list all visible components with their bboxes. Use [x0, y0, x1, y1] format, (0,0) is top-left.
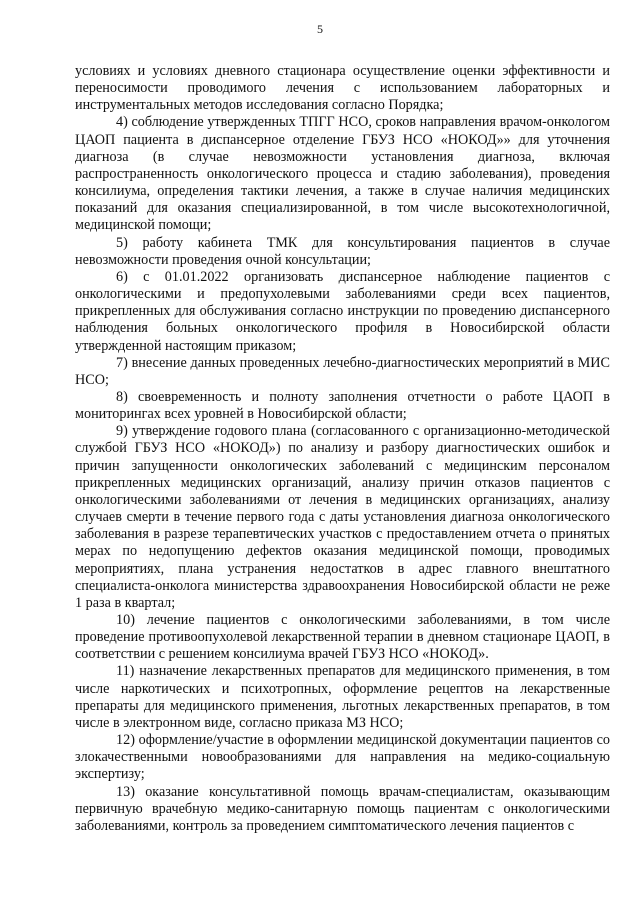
- paragraph-item-7: 7) внесение данных проведенных лечебно-диагностических мероприятий в МИС НСО;: [75, 354, 610, 388]
- paragraph-item-5: 5) работу кабинета ТМК для консультирования пациентов в случае невозможности проведения очной консультации;: [75, 234, 610, 268]
- paragraph-item-9: 9) утверждение годового плана (согласованного с организационно-методической службой ГБУЗ НСО «НОКОД») по анализу и разбору диагностических ошибок и причин запущенности онкологических заболеваний с медицинским персоналом прикрепленных медицинских организаций, анализу причин отказов пациентов с онкологическими заболеваниями от лечения в медицинских организациях, анализу случаев смерти в течение первого года с даты установления диагноза онкологического заболевания в разрезе терапевтических участков с предоставлением отчета о принятых мерах по недопущению дефектов оказания медицинской помощи, проводимых мероприятиях, плана устранения недостатков в адрес главного внештатного специалиста-онколога министерства здравоохранения Новосибирской области не реже 1 раза в квартал;: [75, 423, 610, 611]
- paragraph-continuation: условиях и условиях дневного стационара осуществление оценки эффективности и переносимости проводимого лечения с использованием лабораторных и инструментальных методов исследования согласно Порядка;: [75, 63, 610, 114]
- paragraph-item-12: 12) оформление/участие в оформлении медицинской документации пациентов со злокачественными новообразованиями для направления на медико-социальную экспертизу;: [75, 732, 610, 783]
- document-body: [75, 63, 610, 835]
- paragraph-item-11: 11) назначение лекарственных препаратов для медицинского применения, в том числе наркотических и психотропных, оформление рецептов на лекарственные препараты для медицинского применения, льготных лекарственных препаратов, в том числе в электронном виде, согласно приказа МЗ НСО;: [75, 663, 610, 731]
- paragraph-item-4: 4) соблюдение утвержденных ТПГГ НСО, сроков направления врачом-онкологом ЦАОП пациента в диспансерное отделение ГБУЗ НСО «НОКОД»» для уточнения диагноза (в случае невозможности установления диагноза, включая распространенность онкологического процесса и стадию заболевания), проведения консилиума, определения тактики лечения, а также в случае наличия медицинских показаний для оказания специализированной, в том числе высокотехнологичной, медицинской помощи;: [75, 114, 610, 234]
- paragraph-item-6: 6) с 01.01.2022 организовать диспансерное наблюдение пациентов с онкологическими и предопухолевыми заболеваниями среди всех пациентов, прикрепленных для обслуживания согласно инструкции по проведению диспансерного наблюдения больных онкологического профиля в Новосибирской области утвержденной настоящим приказом;: [75, 268, 610, 354]
- paragraph-item-10: 10) лечение пациентов с онкологическими заболеваниями, в том числе проведение противоопухолевой лекарственной терапии в дневном стационаре ЦАОП, в соответствии с решением консилиума врачей ГБУЗ НСО «НОКОД».: [75, 612, 610, 663]
- paragraph-item-8: 8) своевременность и полноту заполнения отчетности о работе ЦАОП в мониторингах всех уровней в Новосибирской области;: [75, 388, 610, 423]
- page-number: 5: [317, 22, 323, 36]
- paragraph-item-13: 13) оказание консультативной помощь врачам-специалистам, оказывающим первичную врачебную медико-санитарную помощь пациентам с онкологическими заболеваниями, контроль за проведением симптоматического лечения пациентов с: [75, 783, 610, 834]
